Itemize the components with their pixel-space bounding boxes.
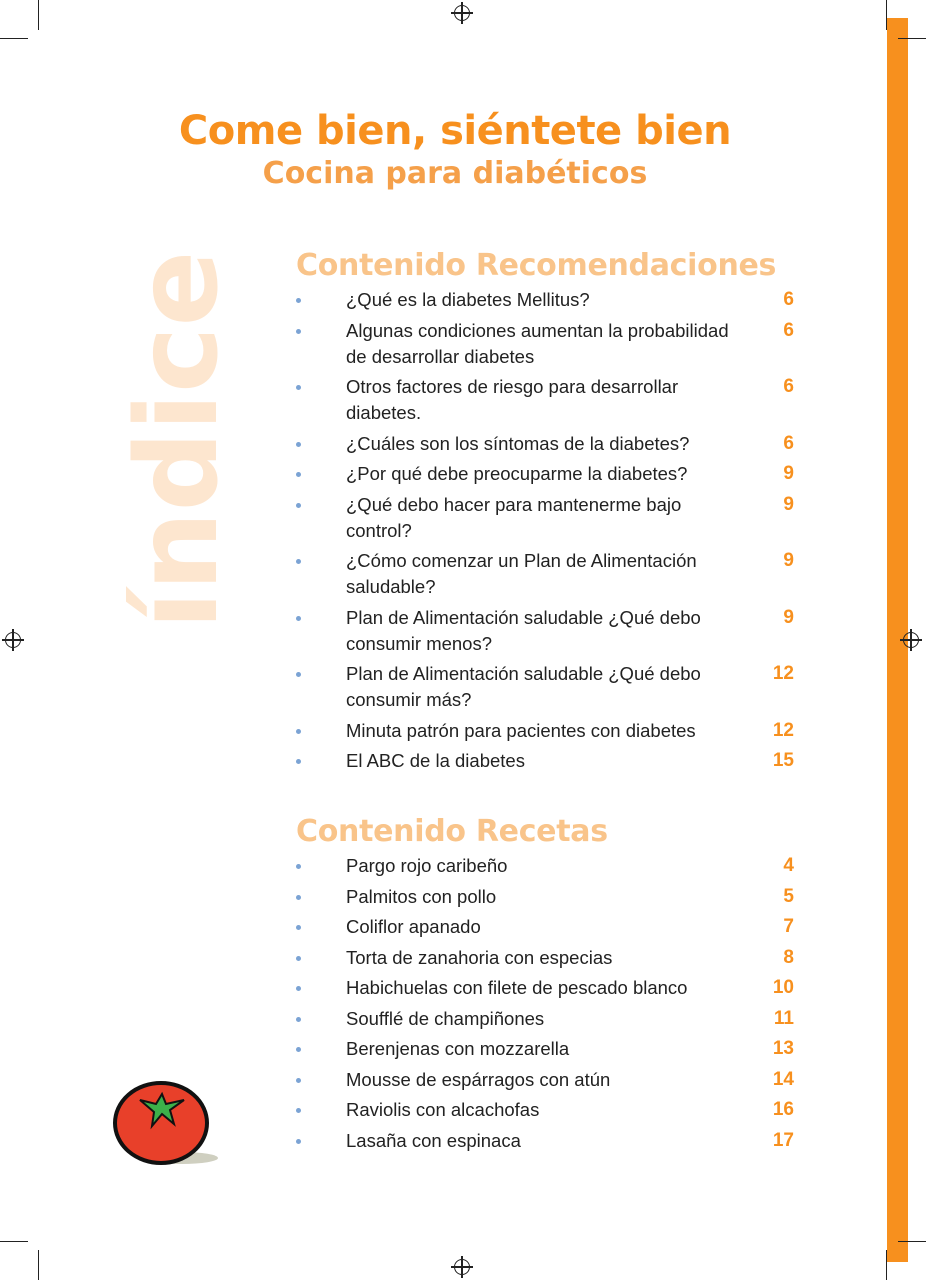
toc-item[interactable] (296, 431, 796, 457)
toc-item-label: ¿Cuáles son los síntomas de la diabetes? (346, 432, 690, 454)
toc-page-number: 14 (772, 1068, 794, 1090)
toc-item-label: ¿Por qué debe preocuparme la diabetes? (346, 463, 688, 484)
toc-page-number: 16 (772, 1099, 794, 1120)
bullet-icon (296, 472, 301, 477)
toc-item[interactable] (296, 853, 796, 879)
toc-page-number: 5 (783, 885, 794, 907)
registration-mark-icon (903, 632, 919, 648)
registration-mark-icon (5, 632, 21, 648)
index-watermark: índice (113, 250, 243, 630)
toc-page-number: 9 (783, 606, 794, 628)
toc-page-number: 6 (783, 289, 794, 310)
bullet-icon (296, 442, 301, 447)
toc-item-label: Plan de Alimentación saludable ¿Qué debo consumir menos? (346, 606, 701, 654)
page-subtitle: Cocina para diabéticos (262, 156, 648, 191)
bullet-icon (296, 759, 301, 764)
toc-item-label: Minuta patrón para pacientes con diabetes (346, 719, 696, 741)
toc-item-label: Soufflé de champiñones (346, 1007, 545, 1029)
crop-mark (0, 1241, 28, 1242)
bullet-icon (296, 559, 301, 564)
bullet-icon (296, 729, 301, 734)
bullet-icon (296, 385, 301, 390)
toc-item[interactable] (296, 605, 796, 657)
toc-list (296, 287, 796, 774)
toc-item-label: Berenjenas con mozzarella (346, 1038, 570, 1059)
toc-page-number: 13 (772, 1038, 794, 1059)
toc-item-label: Raviolis con alcachofas (346, 1099, 540, 1120)
toc-item-label: Torta de zanahoria con especias (346, 946, 613, 968)
bullet-icon (296, 986, 301, 991)
bullet-icon (296, 503, 301, 508)
toc-item-label: El ABC de la diabetes (346, 750, 525, 771)
tomato-illustration (112, 1080, 222, 1170)
toc-item-label: Lasaña con espinaca (346, 1129, 521, 1151)
toc-page-number: 9 (783, 463, 794, 484)
toc-page-number: 6 (783, 319, 794, 341)
toc-page-number: 10 (772, 977, 794, 998)
registration-mark-icon (454, 1259, 470, 1275)
toc-list (296, 853, 796, 1154)
toc-item[interactable] (296, 718, 796, 744)
toc-item[interactable] (296, 318, 796, 370)
toc-page-number: 6 (783, 432, 794, 454)
toc-item-label: Otros factores de riesgo para desarrollar diabetes. (346, 376, 679, 423)
crop-mark (0, 38, 28, 39)
toc-item-label: Algunas condiciones aumentan la probabilidad de desarrollar diabetes (346, 319, 729, 367)
crop-mark (38, 1250, 39, 1280)
section-heading: Contenido Recomendaciones (296, 248, 777, 283)
toc-page-number: 11 (773, 1007, 794, 1029)
bullet-icon (296, 616, 301, 621)
toc-page-number: 17 (772, 1129, 794, 1151)
toc-item[interactable] (296, 914, 796, 940)
bullet-icon (296, 1017, 301, 1022)
crop-mark (898, 38, 926, 39)
toc-item[interactable] (296, 1036, 796, 1062)
toc-item[interactable] (296, 1006, 796, 1032)
bullet-icon (296, 1139, 301, 1144)
toc-item-label: Pargo rojo caribeño (346, 855, 508, 876)
toc-item[interactable] (296, 884, 796, 910)
toc-item-label: Mousse de espárragos con atún (346, 1068, 611, 1090)
toc-item[interactable] (296, 1128, 796, 1154)
toc-item[interactable] (296, 1097, 796, 1123)
toc-page-number: 12 (772, 663, 794, 684)
toc-item-label: Coliflor apanado (346, 916, 481, 937)
bullet-icon (296, 864, 301, 869)
crop-mark (38, 0, 39, 30)
page-title: Come bien, siéntete bien (178, 108, 732, 154)
toc-item[interactable] (296, 374, 796, 426)
crop-mark (898, 1241, 926, 1242)
toc-page-number: 6 (783, 376, 794, 397)
toc-page-number: 15 (772, 750, 794, 771)
section-heading: Contenido Recetas (296, 814, 608, 849)
recomendaciones-section (296, 248, 796, 779)
bullet-icon (296, 298, 301, 303)
toc-item[interactable] (296, 1067, 796, 1093)
bullet-icon (296, 1078, 301, 1083)
bullet-icon (296, 956, 301, 961)
toc-item-label: ¿Qué debo hacer para mantenerme bajo control? (346, 493, 682, 541)
recetas-section (296, 814, 796, 1158)
toc-item[interactable] (296, 748, 796, 774)
crop-mark (886, 0, 887, 30)
bullet-icon (296, 1047, 301, 1052)
toc-item-label: Plan de Alimentación saludable ¿Qué debo consumir más? (346, 663, 701, 710)
toc-item[interactable] (296, 287, 796, 313)
toc-item-label: Palmitos con pollo (346, 885, 497, 907)
toc-page-number: 8 (783, 946, 794, 968)
toc-item[interactable] (296, 975, 796, 1001)
toc-page-number: 12 (772, 719, 794, 741)
toc-page-number: 9 (783, 493, 794, 515)
bullet-icon (296, 925, 301, 930)
bullet-icon (296, 672, 301, 677)
bullet-icon (296, 329, 301, 334)
toc-item-label: ¿Qué es la diabetes Mellitus? (346, 289, 590, 310)
toc-item[interactable] (296, 661, 796, 713)
toc-page-number: 4 (783, 855, 794, 876)
toc-page-number: 9 (783, 550, 794, 571)
toc-item[interactable] (296, 492, 796, 544)
toc-item[interactable] (296, 945, 796, 971)
bullet-icon (296, 1108, 301, 1113)
crop-mark (886, 1250, 887, 1280)
bullet-icon (296, 895, 301, 900)
toc-page-number: 7 (783, 916, 794, 937)
toc-item[interactable] (296, 461, 796, 487)
toc-item[interactable] (296, 548, 796, 600)
toc-item-label: Habichuelas con filete de pescado blanco (346, 977, 688, 998)
registration-mark-icon (454, 5, 470, 21)
toc-item-label: ¿Cómo comenzar un Plan de Alimentación saludable? (346, 550, 697, 597)
